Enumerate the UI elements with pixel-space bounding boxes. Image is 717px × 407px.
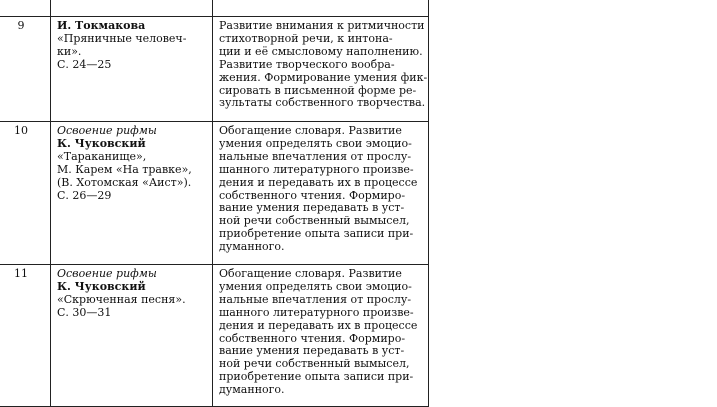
goals-cell [219,268,429,397]
page-range: С. 24—25 [57,57,112,71]
row-number: 11 [14,267,28,280]
column-divider [50,0,51,407]
goal-line: ной речи собственный вымысел, [219,214,410,228]
goal-line: нальные впечатления от прослу- [219,292,412,306]
goal-line: нальные впечатления от прослу- [219,149,412,163]
row-divider [0,16,429,17]
goal-line: сировать в письменной форме ре- [219,83,417,97]
goal-line: вание умения передавать в уст- [219,344,405,358]
goal-line: Развитие творческого вообра- [219,57,395,71]
goal-line: собственного чтения. Формиро- [219,188,406,202]
goal-line: умения определять свои эмоцио- [219,279,412,293]
goal-line: ной речи собственный вымысел, [219,357,410,371]
goal-line: вание умения передавать в уст- [219,201,405,215]
goals-cell [219,20,429,110]
work-title-line: «Тараканище», [57,149,147,163]
goal-line: умения определять свои эмоцио- [219,136,412,150]
row-number: 9 [17,19,25,32]
goal-line: думанного. [219,240,285,254]
goal-line: Обогащение словаря. Развитие [219,267,402,280]
work-title-line: ки». [57,44,82,58]
author-name: И. Токмакова [57,19,146,32]
work-cell [57,20,205,72]
work-cell [57,268,205,320]
goal-line: зультаты собственного творчества. [219,96,426,110]
work-title-line: (В. Хотомская «Аист»). [57,175,192,189]
goal-line: приобретение опыта записи при- [219,370,414,384]
goal-line: шанного литературного произве- [219,162,414,176]
work-title-line: М. Карем «На травке», [57,162,192,176]
goal-line: думанного. [219,383,285,397]
work-title-line: «Пряничные человеч- [57,31,187,45]
goal-line: шанного литературного произве- [219,305,414,319]
goals-cell [219,125,429,254]
goal-line: Развитие внимания к ритмичности [219,19,425,32]
page-range: С. 30—31 [57,305,112,319]
row-divider [0,264,429,265]
row-number: 10 [14,124,28,137]
author-name: К. Чуковский [57,279,146,293]
goal-line: ции и её смысловому наполнению. [219,44,423,58]
goal-line: приобретение опыта записи при- [219,227,414,241]
column-divider [212,0,213,407]
goal-line: собственного чтения. Формиро- [219,331,406,345]
work-title-line: «Скрюченная песня». [57,292,186,306]
author-name: К. Чуковский [57,136,146,150]
goal-line: дения и передавать их в процессе [219,318,418,332]
row-divider [0,121,429,122]
goal-line: дения и передавать их в процессе [219,175,418,189]
topic-label: Освоение рифмы [57,267,157,280]
page-range: С. 26—29 [57,188,112,202]
goal-line: жения. Формирование умения фик- [219,70,428,84]
goal-line: Обогащение словаря. Развитие [219,124,402,137]
work-cell [57,125,205,202]
goal-line: стихотворной речи, к интона- [219,31,393,45]
topic-label: Освоение рифмы [57,124,157,137]
